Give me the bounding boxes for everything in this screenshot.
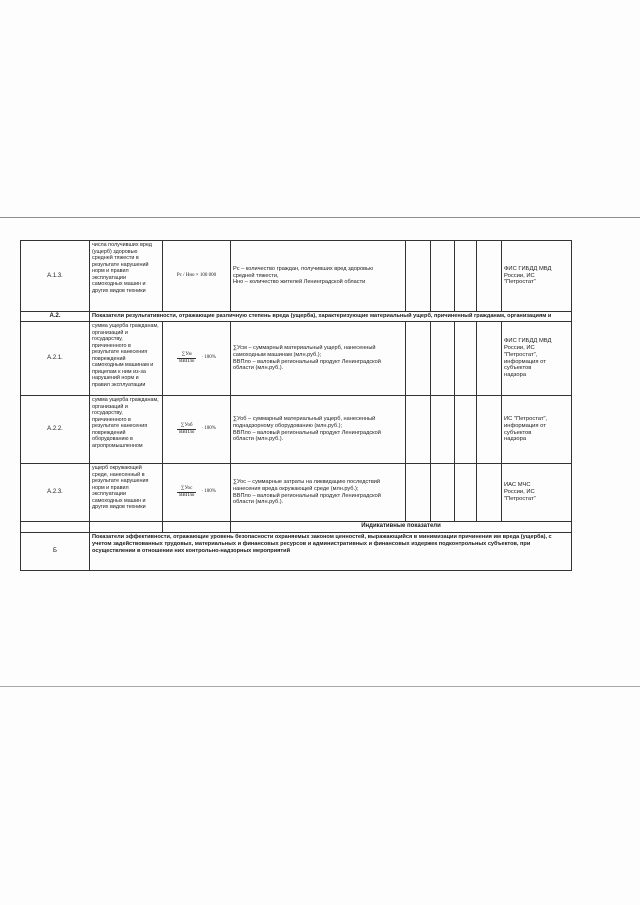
spacer-cell: [163, 522, 231, 533]
indicator-name-line: причиненного в: [92, 416, 131, 423]
indicator-name-line: результате нарушения: [92, 478, 149, 484]
empty-value-cell: [406, 241, 431, 312]
row-code: А.1.3.: [21, 241, 90, 312]
indicator-description-line: Рс – количество граждан, получивших вред здоровью: [233, 265, 374, 272]
indicator-description-line: Нно – количество жителей Ленинградской области: [233, 279, 366, 286]
indicator-description-line: области (млн.руб.).: [233, 365, 284, 372]
data-source-line: "Петростат",: [504, 351, 538, 358]
indicator-name-line: других видов техники: [92, 504, 146, 510]
row-code: А.2.: [21, 312, 90, 322]
empty-value-cell: [406, 322, 431, 396]
indicator-name-line: сумма ущерба гражданам,: [92, 397, 159, 403]
efficiency-indicators-text: Показатели эффективности, отражающие уровень безопасности охраняемых законом ценностей, выражающийся в минимизации причинения им вреда (ущерба), с учетом задействованных трудовых, материальных и финансовых ресурсов и административных и финансовых издержек подконтрольных субъектов, при осуществлении в отношении них контрольно-надзорных мероприятий: [90, 533, 572, 571]
data-source: [502, 322, 572, 396]
formula-multiplier: · 100%: [201, 489, 216, 495]
indicator-name-line: результате нанесения: [92, 349, 148, 355]
empty-value-cell: [477, 322, 502, 396]
indicator-name-line: причиненного в: [92, 342, 131, 349]
indicator-name-line: государству,: [92, 410, 123, 416]
indicator-name-line: повреждений: [92, 355, 126, 362]
indicator-description-line: ВВПло – валовый региональный продукт Ленинградской: [233, 492, 381, 499]
row-code: А.2.3.: [21, 464, 90, 522]
data-source-line: "Петростат": [504, 279, 536, 286]
indicator-name-line: прицепам к ним из-за: [92, 368, 146, 375]
empty-value-cell: [455, 322, 477, 396]
indicative-heading: Индикативные показатели: [231, 522, 572, 533]
indicator-name-line: средней тяжести в: [92, 255, 139, 261]
row-code: Б: [21, 533, 90, 571]
data-source-line: субъектов: [504, 365, 532, 372]
table-row: [21, 533, 572, 571]
data-source: [502, 464, 572, 522]
empty-value-cell: [455, 464, 477, 522]
table-row: [21, 312, 572, 322]
indicator-description-line: области (млн.руб.).: [233, 499, 284, 506]
indicator-description: [231, 322, 406, 396]
indicator-description-line: поднадзорному оборудованию (млн.руб.);: [233, 422, 343, 429]
indicator-description-line: средней тяжести,: [233, 272, 279, 279]
empty-value-cell: [477, 464, 502, 522]
indicator-description-line: ВВПло – валовый региональный продукт Ленинградской: [233, 429, 381, 436]
formula-fraction: [177, 352, 196, 366]
indicator-name: [90, 464, 163, 522]
formula-cell: [163, 396, 231, 464]
data-source: [502, 241, 572, 312]
indicator-name-line: самоходных машин и: [92, 497, 146, 504]
indicator-description: [231, 396, 406, 464]
indicator-name-line: ущерб окружающей: [92, 465, 142, 471]
data-source-line: России, ИС: [504, 489, 535, 496]
data-source-line: информация от: [504, 422, 546, 429]
empty-value-cell: [477, 241, 502, 312]
indicator-name-line: организаций и: [92, 329, 128, 336]
table-row: [21, 464, 572, 522]
indicator-description: [231, 464, 406, 522]
formula-denominator: ВВПло: [179, 493, 195, 498]
indicator-name-line: норм и правил: [92, 484, 129, 491]
empty-value-cell: [431, 322, 455, 396]
indicator-description-line: области (млн.руб.).: [233, 436, 284, 443]
row-code: А.2.2.: [21, 396, 90, 464]
page-bottom-rule: [0, 686, 640, 687]
indicator-name-line: эксплуатации: [92, 274, 126, 281]
indicator-name-line: других видов техники: [92, 287, 146, 294]
formula-denominator: ВВПло: [179, 359, 195, 364]
formula-cell: [163, 322, 231, 396]
formula-numerator: ∑Ум: [177, 352, 196, 360]
indicator-name-line: повреждений: [92, 429, 126, 436]
table-row: [21, 522, 572, 533]
indicators-table: [20, 240, 572, 571]
indicator-description-line: ВВПло – валовый региональный продукт Ленинградской: [233, 358, 381, 365]
data-source-line: "Петростат": [504, 495, 536, 502]
empty-value-cell: [431, 464, 455, 522]
table-body: [21, 241, 572, 571]
indicator-name-line: оборудованию в: [92, 436, 133, 442]
indicator-description-line: ∑Уос – суммарные затраты на ликвидацию последствий: [233, 478, 381, 485]
table-row: [21, 396, 572, 464]
indicator-name-line: организаций и: [92, 403, 128, 410]
formula-fraction: [177, 423, 196, 437]
section-heading: Показатели результативности, отражающие различную степень вреда (ущерба), характеризующие материальный ущерб, причиненный гражданам, организациям и: [90, 312, 572, 322]
data-source-line: ИС "Петростат",: [504, 415, 548, 422]
indicator-name-line: самоходным машинам и: [92, 362, 154, 368]
indicator-description-line: нанесения вреда окружающей среде (млн.руб.);: [233, 485, 359, 492]
formula-cell: [163, 241, 231, 312]
indicator-name-line: государству,: [92, 336, 123, 342]
data-source-line: ИАС МЧС: [504, 482, 531, 489]
formula-numerator: ∑Уос: [177, 486, 196, 494]
indicator-name-line: результате нарушений: [92, 261, 149, 268]
indicator-name-line: правил эксплуатации: [92, 381, 146, 388]
indicator-name-line: среде, нанесенный в: [92, 471, 145, 478]
indicator-name: [90, 396, 163, 464]
indicator-description-line: самоходным машинам (млн.руб.);: [233, 351, 322, 358]
indicator-name: [90, 241, 163, 312]
indicator-name-line: сумма ущерба гражданам,: [92, 323, 159, 329]
data-source-line: ФИС ГИБДД МВД: [504, 338, 552, 345]
data-source-line: субъектов: [504, 429, 532, 436]
formula-cell: [163, 464, 231, 522]
empty-value-cell: [406, 396, 431, 464]
empty-value-cell: [455, 396, 477, 464]
empty-value-cell: [431, 396, 455, 464]
data-source-line: надзора: [504, 372, 527, 379]
indicator-name-line: эксплуатации: [92, 491, 126, 497]
indicator-name-line: норм и правил: [92, 268, 129, 274]
empty-value-cell: [477, 396, 502, 464]
page-top-rule: [0, 217, 640, 218]
formula-numerator: ∑Уоб: [177, 423, 196, 431]
indicator-name-line: (ущерб) здоровью: [92, 248, 138, 255]
data-source-line: России, ИС: [504, 344, 535, 351]
table-row: [21, 241, 572, 312]
indicator-description: [231, 241, 406, 312]
formula-multiplier: · 100%: [201, 355, 216, 361]
empty-value-cell: [455, 241, 477, 312]
formula-denominator: ВВПло: [179, 430, 195, 435]
table-row: [21, 322, 572, 396]
spacer-cell: [21, 522, 90, 533]
indicator-description-line: ∑Уоб – суммарный материальный ущерб, нанесенный: [233, 415, 376, 422]
empty-value-cell: [406, 464, 431, 522]
formula-text: Pc / Нно × 100 000: [176, 272, 217, 278]
data-source: [502, 396, 572, 464]
indicator-name-line: нарушений норм и: [92, 375, 139, 381]
data-source-line: России, ИС: [504, 272, 535, 279]
indicator-name-line: самоходных машин и: [92, 281, 146, 287]
empty-value-cell: [431, 241, 455, 312]
formula-multiplier: · 100%: [201, 426, 216, 432]
indicator-name: [90, 322, 163, 396]
indicator-name-line: агропромышленном: [92, 442, 143, 449]
data-source-line: информация от: [504, 358, 546, 365]
data-source-line: ФИС ГИБДД МВД: [504, 265, 552, 272]
indicator-name-line: результате нанесения: [92, 423, 148, 429]
indicator-name-line: числа получивших вред: [92, 242, 152, 248]
row-code: А.2.1.: [21, 322, 90, 396]
spacer-cell: [90, 522, 163, 533]
data-source-line: надзора: [504, 436, 527, 443]
formula-fraction: [177, 486, 196, 500]
indicator-description-line: ∑Усм – суммарный материальный ущерб, нанесенный: [233, 344, 376, 351]
